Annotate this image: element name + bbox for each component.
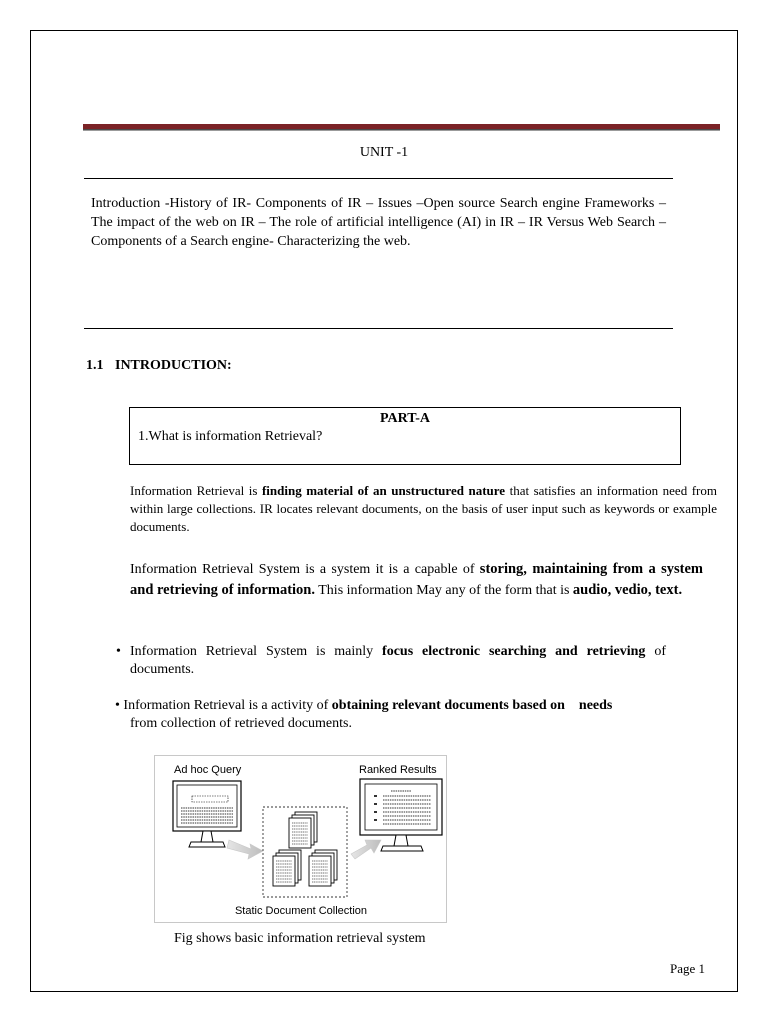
definition-bold: finding material of an unstructured nature bbox=[261, 483, 506, 498]
section-heading bbox=[86, 358, 232, 374]
system-paragraph bbox=[130, 559, 703, 601]
collection-label: Static Document Collection bbox=[234, 905, 368, 917]
section-title: INTRODUCTION: bbox=[115, 358, 232, 373]
query-monitor-icon bbox=[173, 781, 241, 847]
definition-post: that satisfies an information need from within large collections. IR locates relevant documents, on the basis of user input such as keywords or example documents. bbox=[130, 483, 717, 534]
bullet-bold: focus electronic searching and retrieving bbox=[382, 644, 646, 659]
definition-pre: Information Retrieval is bbox=[130, 483, 262, 498]
unit-title: UNIT -1 bbox=[359, 145, 409, 160]
results-arrow-icon bbox=[351, 840, 381, 859]
system-bold-2: audio, vedio, text. bbox=[572, 582, 683, 598]
bullet-pre: Information Retrieval System is mainly bbox=[130, 644, 383, 659]
divider-bottom bbox=[84, 328, 673, 329]
bullet-marker: • bbox=[116, 644, 121, 659]
part-a-box bbox=[129, 407, 681, 465]
bullet-item bbox=[115, 697, 667, 733]
section-number: 1.1 bbox=[86, 358, 104, 373]
header-rule-shadow bbox=[83, 130, 720, 131]
bullet-post: of documents. bbox=[130, 644, 666, 677]
divider-top bbox=[84, 178, 673, 179]
query-label: Ad hoc Query bbox=[174, 764, 242, 776]
figure-caption: Fig shows basic information retrieval system bbox=[174, 931, 426, 946]
system-pre: Information Retrieval System is a system it is a capable of bbox=[130, 562, 480, 577]
ir-system-figure bbox=[154, 755, 447, 923]
bullet-marker: • bbox=[115, 698, 120, 713]
bullet-pre: Information Retrieval is a activity of bbox=[123, 698, 332, 713]
bullet-bold: obtaining relevant documents based on needs bbox=[331, 698, 613, 713]
system-bold-1: storing, maintaining from a system and retrieving of information. bbox=[130, 561, 703, 598]
page-number: Page 1 bbox=[670, 961, 706, 976]
bullet-post: from collection of retrieved documents. bbox=[130, 716, 352, 731]
part-a-question: 1.What is information Retrieval? bbox=[138, 429, 323, 444]
document-stack-icon bbox=[273, 812, 337, 886]
results-label: Ranked Results bbox=[359, 764, 437, 776]
definition-paragraph bbox=[130, 482, 717, 536]
syllabus-text: Introduction -History of IR- Components of IR – Issues –Open source Search engine Frameworks – The impact of the web on IR – The role of artificial intelligence (AI) in IR – IR Versus Web Search – Components of a Search engine- Characterizing the web. bbox=[91, 196, 666, 249]
system-mid: This information May any of the form that is bbox=[315, 583, 573, 598]
bullet-item bbox=[116, 643, 666, 679]
part-a-title: PART-A bbox=[379, 411, 431, 426]
query-arrow-icon bbox=[227, 840, 263, 859]
